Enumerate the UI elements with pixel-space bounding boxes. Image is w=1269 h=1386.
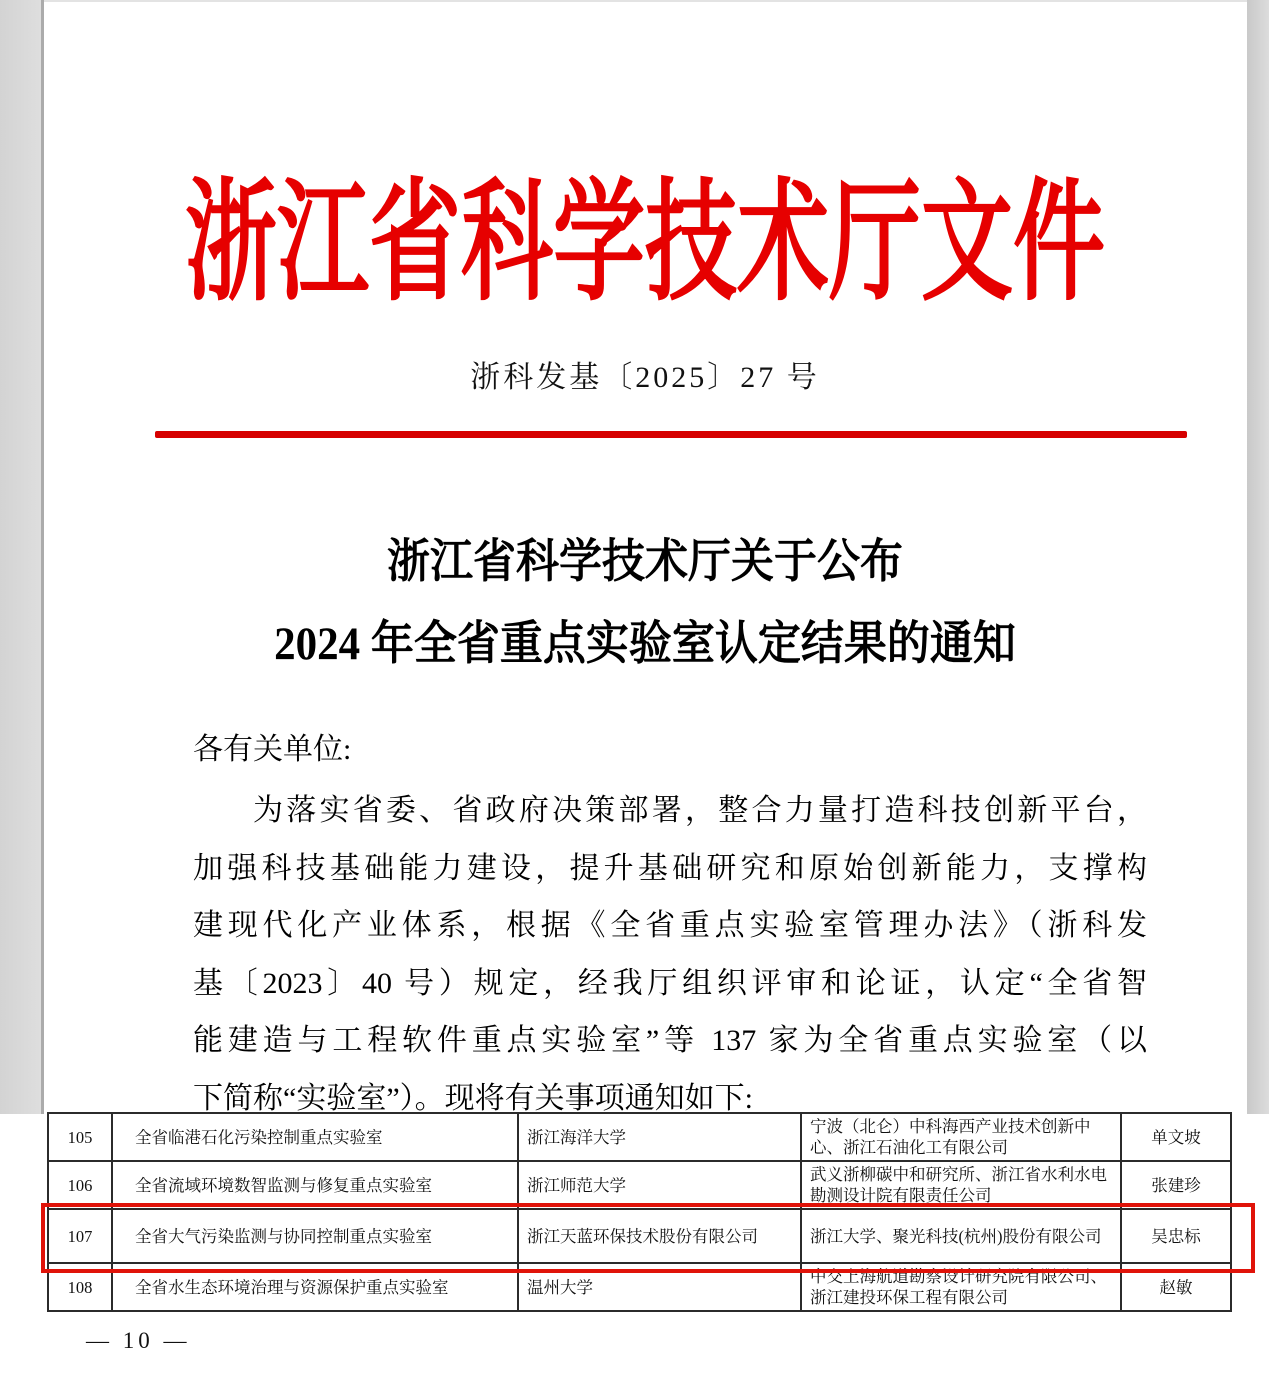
table-row-105 (48, 1113, 1231, 1161)
red-divider-rule (155, 431, 1187, 438)
director-cell: 张建珍 (1121, 1161, 1231, 1209)
lab-name-cell: 全省临港石化污染控制重点实验室 (112, 1113, 518, 1161)
scan-margin-left (0, 0, 44, 1114)
paragraph-line: 建现代化产业体系，根据《全省重点实验室管理办法》（浙科发 (193, 909, 1147, 942)
page-number: — 10 — (86, 1328, 191, 1353)
row-no: 106 (48, 1161, 112, 1209)
row-no: 105 (48, 1113, 112, 1161)
row-no: 108 (48, 1263, 112, 1311)
supporting-unit-cell: 温州大学 (518, 1263, 801, 1311)
paragraph-line: 能建造与工程软件重点实验室”等 137 家为全省重点实验室（以 (193, 1024, 1147, 1057)
table-row-108 (48, 1263, 1231, 1311)
director-cell: 单文坡 (1121, 1113, 1231, 1161)
director-cell: 赵敏 (1121, 1263, 1231, 1311)
supporting-unit-cell: 浙江师范大学 (518, 1161, 801, 1209)
supporting-unit-cell: 浙江海洋大学 (518, 1113, 801, 1161)
director-cell: 吴忠标 (1121, 1209, 1231, 1263)
paragraph-line: 加强科技基础能力建设，提升基础研究和原始创新能力，支撑构 (193, 851, 1147, 885)
supporting-unit-cell: 浙江天蓝环保技术股份有限公司 (518, 1209, 801, 1263)
scan-margin-right (1247, 0, 1269, 1114)
salutation: 各有关单位: (193, 733, 352, 766)
page-top-edge (44, 0, 1247, 2)
body-paragraph (193, 782, 1147, 1127)
lab-name-cell: 全省流域环境数智监测与修复重点实验室 (112, 1161, 518, 1209)
letterhead-title: 浙江省科学技术厅文件 (185, 170, 1105, 317)
notice-title-line2: 2024 年全省重点实验室认定结果的通知 (274, 619, 1016, 670)
partner-units-cell: 浙江大学、聚光科技(杭州)股份有限公司 (801, 1209, 1121, 1263)
partner-units-cell: 中交上海航道勘察设计研究院有限公司、浙江建投环保工程有限公司 (801, 1263, 1121, 1311)
document-number: 浙科发基〔2025〕27 号 (470, 361, 820, 394)
table-row-106 (48, 1161, 1231, 1209)
paragraph-line: 下简称“实验室”）。现将有关事项通知如下: (193, 1081, 753, 1115)
lab-result-table (47, 1112, 1232, 1312)
lab-name-cell: 全省水生态环境治理与资源保护重点实验室 (112, 1263, 518, 1311)
partner-units-cell: 宁波（北仑）中科海西产业技术创新中心、浙江石油化工有限公司 (801, 1113, 1121, 1161)
notice-title (45, 522, 1245, 686)
notice-title-line1: 浙江省科学技术厅关于公布 (387, 537, 903, 588)
row-no: 107 (48, 1209, 112, 1263)
paragraph-line: 为落实省委、省政府决策部署，整合力量打造科技创新平台， (253, 794, 1147, 827)
partner-units-cell: 武义浙柳碳中和研究所、浙江省水利水电勘测设计院有限责任公司 (801, 1161, 1121, 1209)
paragraph-line: 基〔2023〕40 号）规定，经我厅组织评审和论证，认定“全省智 (193, 966, 1147, 1000)
table-row-107-highlighted (48, 1209, 1231, 1263)
lab-name-cell: 全省大气污染监测与协同控制重点实验室 (112, 1209, 518, 1263)
